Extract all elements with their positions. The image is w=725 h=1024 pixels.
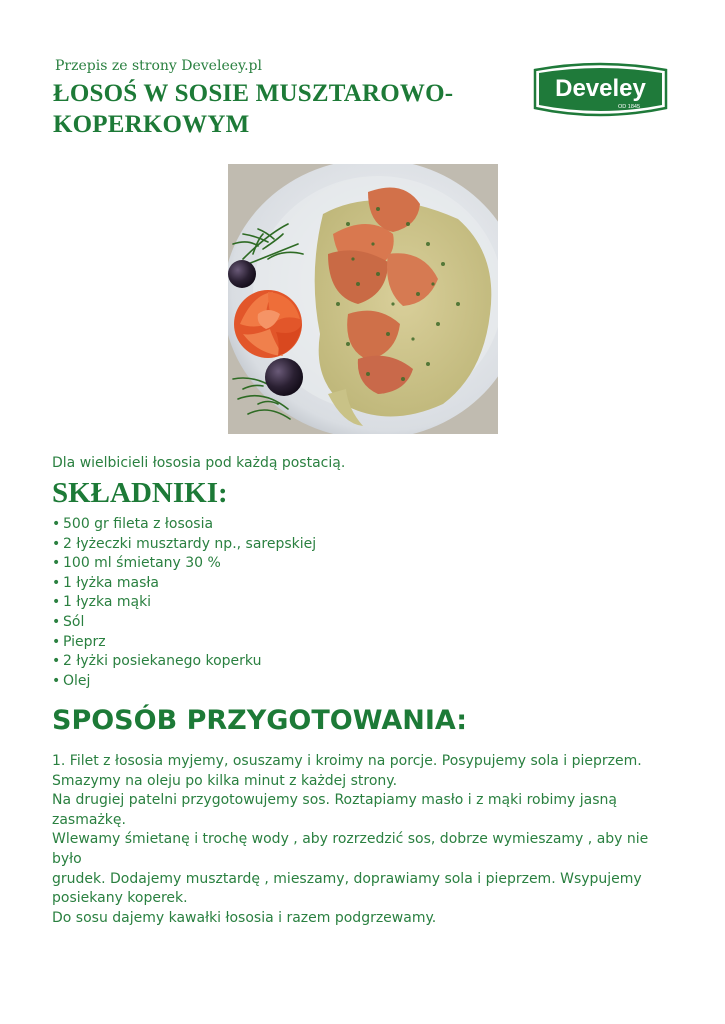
ingredient-item: • 1 łyzka mąki xyxy=(52,593,316,613)
ingredient-item: • 100 ml śmietany 30 % xyxy=(52,554,316,574)
ingredients-list xyxy=(52,515,316,691)
ingredient-item: • 2 łyżeczki musztardy np., sarepskiej xyxy=(52,535,316,555)
preparation-line: grudek. Dodajemy musztardę , mieszamy, doprawiamy sola i pieprzem. Wsypujemy xyxy=(52,870,642,887)
recipe-title-line-1: ŁOSOŚ W SOSIE MUSZTAROWO- xyxy=(53,80,454,107)
ingredient-item: • 1 łyżka masła xyxy=(52,574,316,594)
preparation-line: Smazymy na oleju po kilka minut z każdej strony. xyxy=(52,772,398,789)
logo-wordmark: Develey xyxy=(555,75,646,102)
ingredient-item: • Sól xyxy=(52,613,316,633)
logo-since: OD 1845 xyxy=(617,104,641,110)
preparation-text xyxy=(52,752,672,928)
develey-logo xyxy=(531,60,670,122)
salmon-dish-photo xyxy=(228,164,498,434)
ingredient-item: • 500 gr fileta z łososia xyxy=(52,515,316,535)
ingredient-item: • 2 łyżki posiekanego koperku xyxy=(52,652,316,672)
recipe-title-line-2: KOPERKOWYM xyxy=(53,111,250,138)
source-line: Przepis ze strony Develeey.pl xyxy=(55,58,262,74)
preparation-heading: SPOSÓB PRZYGOTOWANIA: xyxy=(52,705,468,736)
recipe-title xyxy=(53,78,523,140)
ingredient-item: • Pieprz xyxy=(52,633,316,653)
ingredients-heading: SKŁADNIKI: xyxy=(52,477,228,509)
preparation-line: Na drugiej patelni przygotowujemy sos. Roztapiamy masło i z mąki robimy jasną zasmażkę. xyxy=(52,792,617,828)
preparation-line: 1. Filet z łososia myjemy, osuszamy i kroimy na porcje. Posypujemy sola i pieprzem. xyxy=(52,753,642,769)
preparation-line: Wlewamy śmietanę i trochę wody , aby rozrzedzić sos, dobrze wymieszamy , aby nie było xyxy=(52,831,649,867)
recipe-intro: Dla wielbicieli łososia pod każdą postacią. xyxy=(52,455,346,471)
preparation-line: Do sosu dajemy kawałki łososia i razem podgrzewamy. xyxy=(52,909,437,926)
ingredient-item: • Olej xyxy=(52,672,316,692)
preparation-line: posiekany koperek. xyxy=(52,890,188,907)
